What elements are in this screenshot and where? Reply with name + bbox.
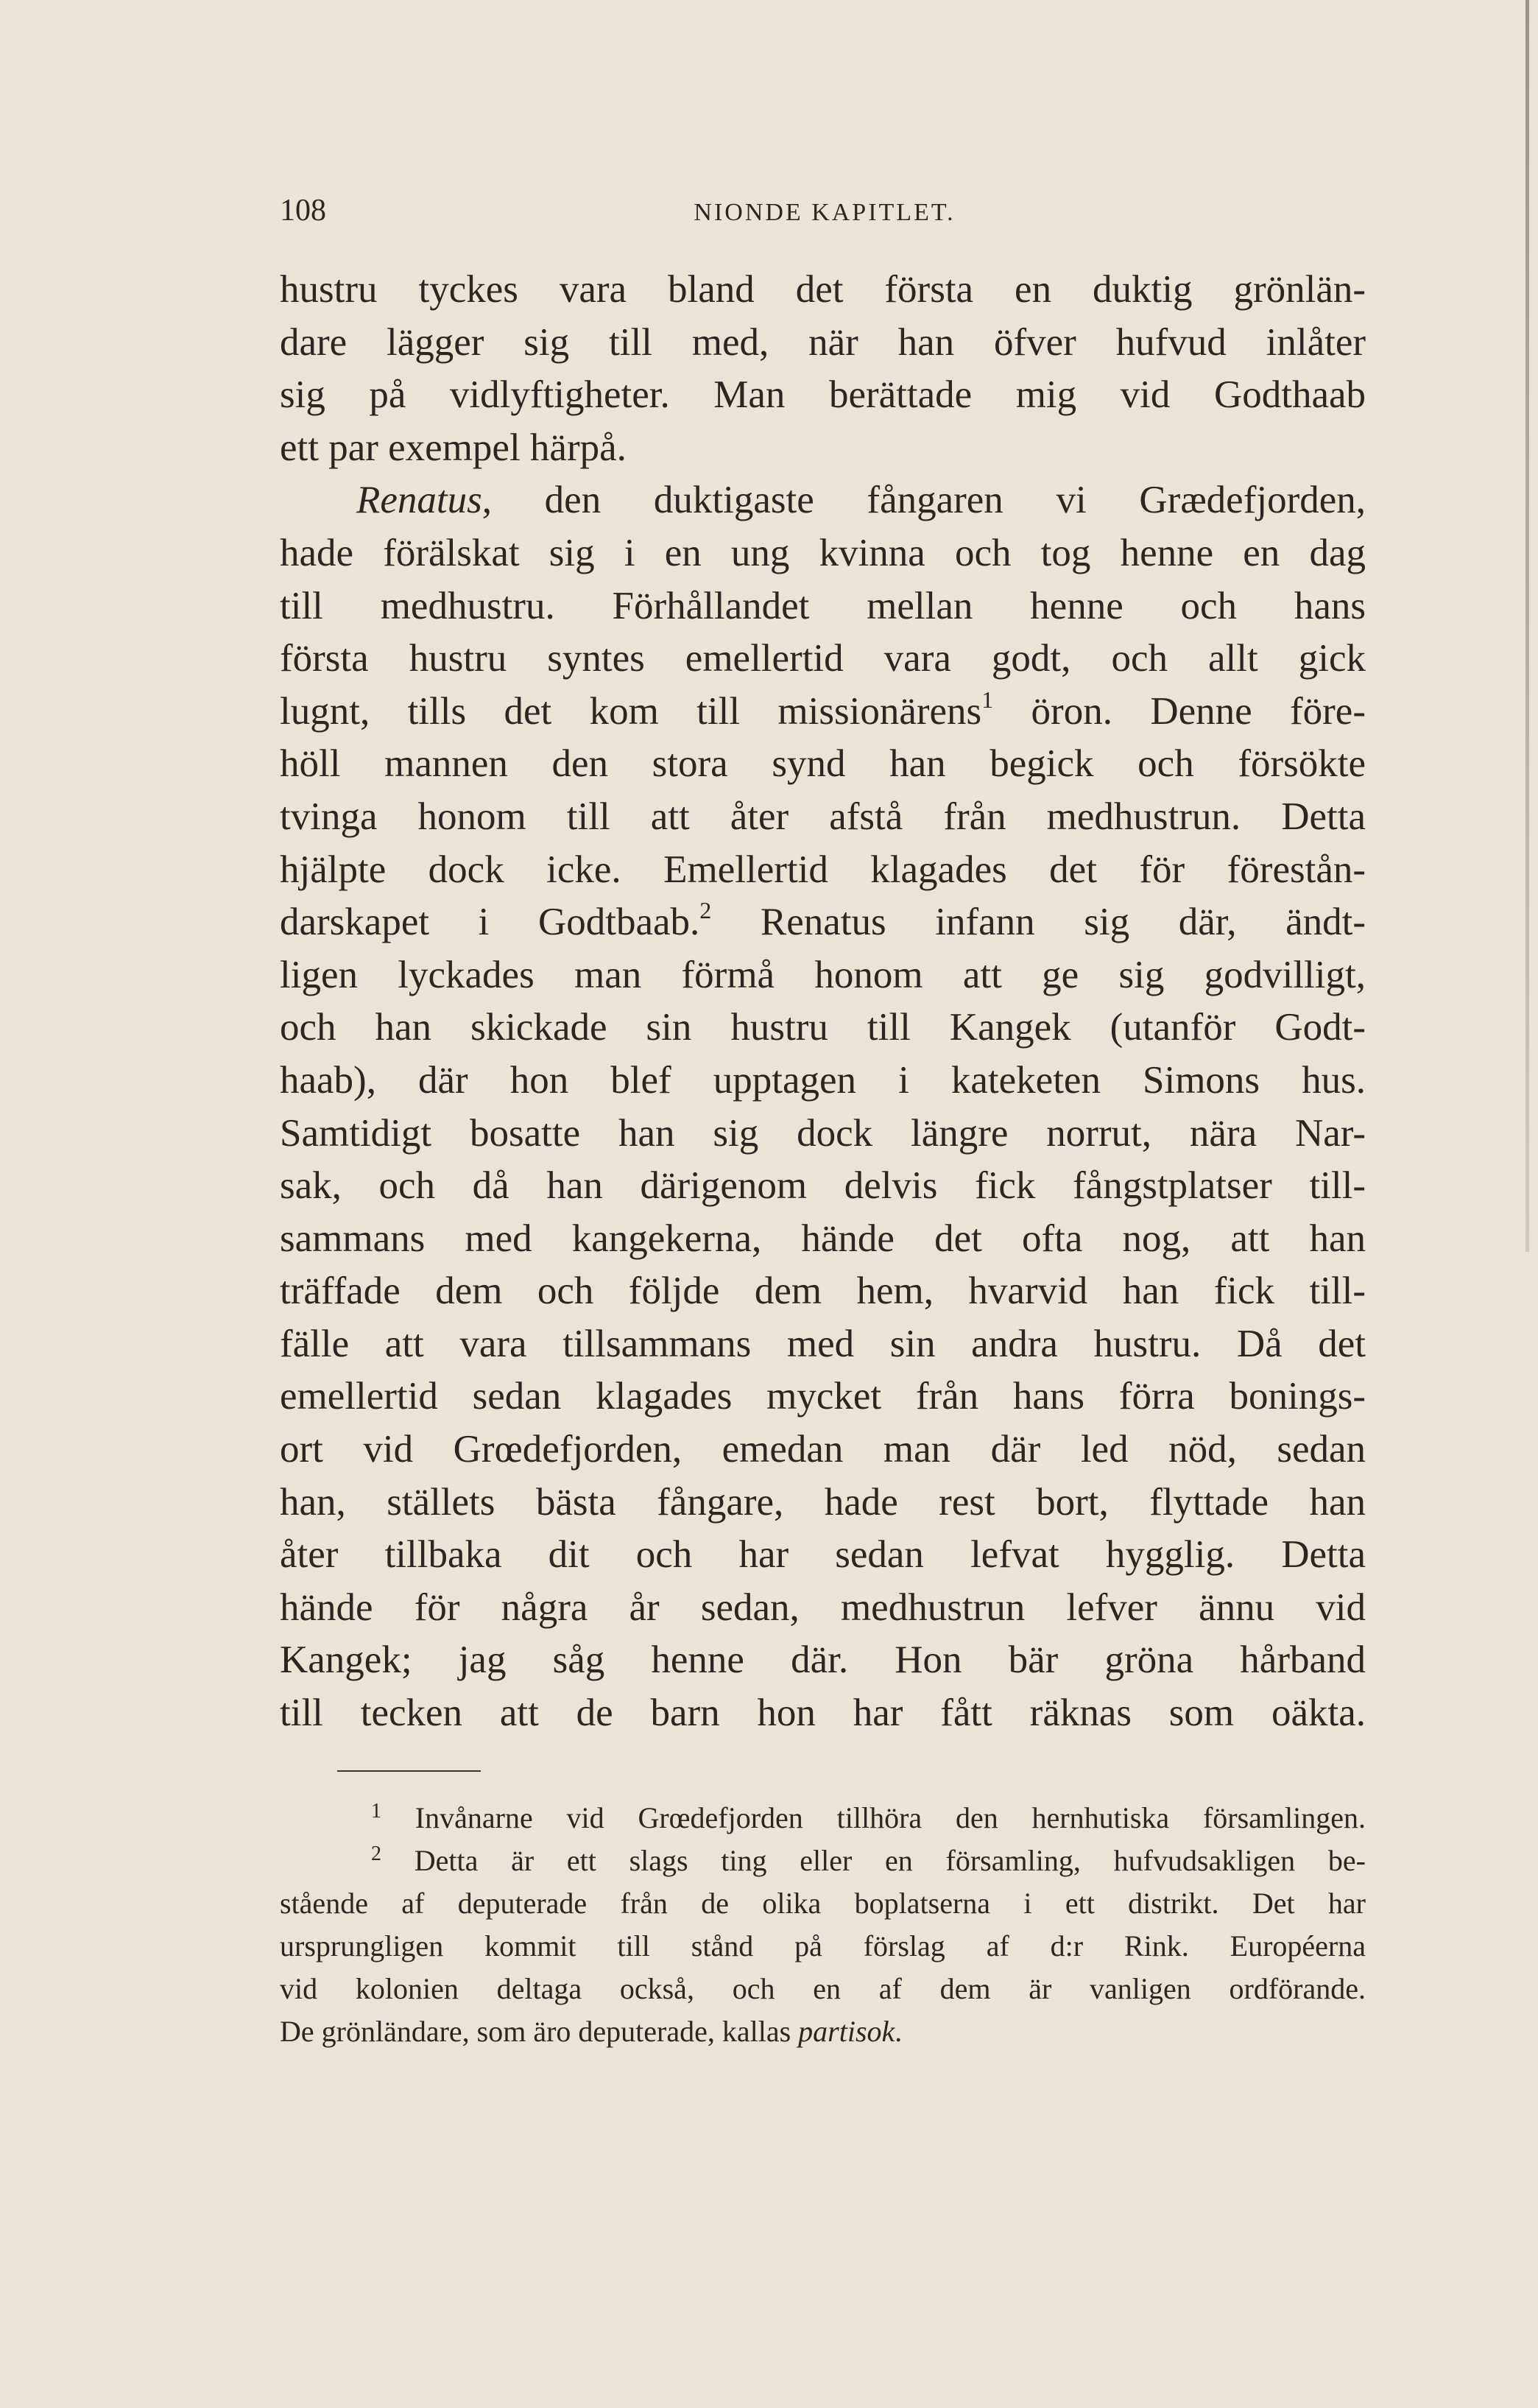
text-line: till tecken att de barn hon har fått räknas som oäkta. — [280, 1691, 1366, 1735]
text-line: Kangek; jag såg henne där. Hon bär gröna hårband — [280, 1638, 1366, 1682]
footnote-line — [280, 2010, 1366, 2053]
text-line: sig på vidlyftigheter. Man berättade mig vid Godthaab — [280, 373, 1366, 417]
text-line: första hustru syntes emellertid vara godt, och allt gick — [280, 637, 1366, 680]
footnote-2 — [280, 1840, 1366, 1882]
text-line: ligen lyckades man förmå honom att ge sig godvilligt, — [280, 953, 1366, 996]
footnote-line: ursprungligen kommit till stånd på förslag af d:r Rink. Européerna — [280, 1929, 1366, 1962]
text-line: Samtidigt bosatte han sig dock längre norrut, nära Nar- — [280, 1111, 1366, 1155]
text-line: hustru tyckes vara bland det första en duktig grönlän- — [280, 268, 1366, 311]
footnotes — [280, 1797, 1366, 2053]
footnote-1-mark: 1 — [371, 1800, 381, 1823]
chapter-title: NIONDE KAPITLET. — [694, 199, 956, 226]
footnote-1 — [280, 1797, 1366, 1840]
text-line: sak, och då han därigenom delvis fick fångstplatser till- — [280, 1164, 1366, 1208]
text-line: dare lägger sig till med, när han öfver hufvud inlåter — [280, 320, 1366, 364]
text-line: höll mannen den stora synd han begick och försökte — [280, 742, 1366, 786]
page-edge-shadow — [1525, 0, 1529, 1252]
footnote-line: vid kolonien deltaga också, och en af dem är vanligen ordförande. — [280, 1972, 1366, 2005]
text-line — [280, 474, 1366, 527]
footnote-ref-1: 1 — [981, 686, 994, 713]
text-segment: Renatus infann sig där, ändt- — [711, 901, 1366, 944]
footnote-ref-2: 2 — [699, 897, 712, 924]
text-line: ort vid Grœdefjorden, emedan man där led nöd, sedan — [280, 1428, 1366, 1471]
footnote-text: Detta är ett slags ting eller en församling, hufvudsakligen be- — [381, 1844, 1366, 1877]
footnote-text: De grönländare, som äro deputerade, kallas — [280, 2015, 799, 2048]
footnote-text: Invånarne vid Grœdefjorden tillhöra den hernhutiska församlingen. — [381, 1801, 1366, 1834]
text-segment: darskapet i Godtbaab. — [280, 901, 700, 944]
text-line — [280, 686, 1366, 739]
text-line: hade förälskat sig i en ung kvinna och tog henne en dag — [280, 531, 1366, 574]
text-line: och han skickade sin hustru till Kangek (utanför Godt- — [280, 1006, 1366, 1049]
italic-name: Renatus — [356, 479, 482, 522]
text-line: tvinga honom till att åter afstå från medhustrun. Detta — [280, 795, 1366, 838]
footnote-divider — [337, 1770, 481, 1772]
footnote-line: stående af deputerade från de olika boplatserna i ett distrikt. Det har — [280, 1887, 1366, 1920]
page-number: 108 — [280, 194, 326, 228]
text-line: ett par exempel härpå. — [280, 426, 627, 469]
body-text — [280, 264, 1366, 1740]
text-line: haab), där hon blef upptagen i kateketen Simons hus. — [280, 1058, 1366, 1102]
text-line: träffade dem och följde dem hem, hvarvid han fick till- — [280, 1270, 1366, 1313]
text-segment: öron. Denne före- — [993, 689, 1366, 733]
footnote-2-mark: 2 — [371, 1842, 381, 1865]
text-line — [280, 896, 1366, 949]
text-line: fälle att vara tillsammans med sin andra hustru. Då det — [280, 1322, 1366, 1365]
text-segment: lugnt, tills det kom till missionärens — [280, 689, 982, 733]
text-segment: , den duktigaste fångaren vi Grædefjorden, — [481, 479, 1366, 522]
text-line: han, ställets bästa fångare, hade rest bort, flyttade han — [280, 1480, 1366, 1524]
text-line: hände för några år sedan, medhustrun lefver ännu vid — [280, 1585, 1366, 1629]
text-line: åter tillbaka dit och har sedan lefvat hygglig. Detta — [280, 1533, 1366, 1577]
italic-term: partisok — [798, 2015, 895, 2048]
text-line: hjälpte dock icke. Emellertid klagades det för förestån- — [280, 848, 1366, 891]
running-head — [280, 193, 1369, 237]
text-line: till medhustru. Förhållandet mellan henne och hans — [280, 584, 1366, 627]
footnote-text: . — [895, 2015, 903, 2048]
text-line: emellertid sedan klagades mycket från hans förra bonings- — [280, 1375, 1366, 1418]
text-line: sammans med kangekerna, hände det ofta nog, att han — [280, 1217, 1366, 1260]
